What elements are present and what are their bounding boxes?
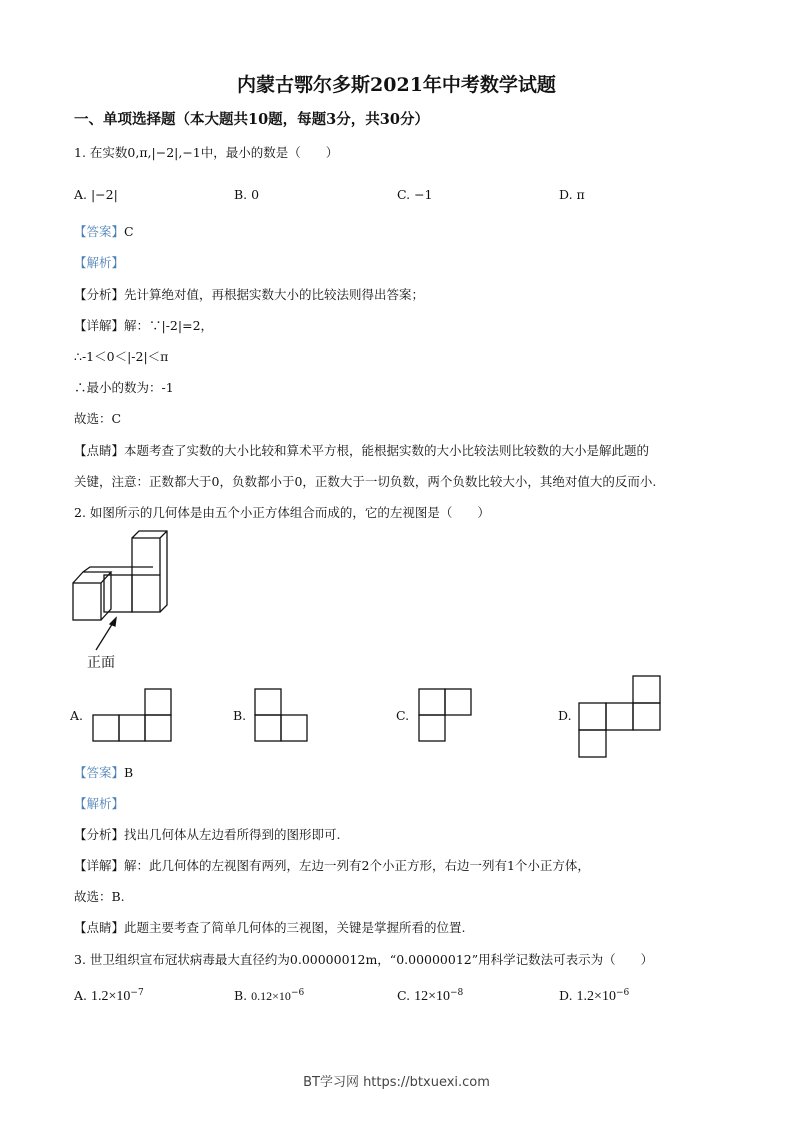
- q2-line: 【分析】找出几何体从左边看所得到的图形即可.: [74, 827, 341, 842]
- q2-option-c-label: C.: [396, 708, 410, 723]
- question-3-stem: 3. 世卫组织宣布冠状病毒最大直径约为0.00000012m，“0.00000012”用科学记数法可表示为（ ）: [74, 952, 654, 967]
- q1-option-a: A. |−2|: [74, 187, 118, 202]
- option-base: 12×10: [414, 989, 450, 1005]
- q2-option-d-label: D.: [558, 708, 572, 723]
- front-label: 正面: [87, 655, 115, 671]
- option-exponent: −6: [290, 988, 305, 998]
- q2-option-a-figure: [92, 687, 174, 743]
- q2-option-b-label: B.: [233, 708, 247, 723]
- page-title: 内蒙古鄂尔多斯2021年中考数学试题: [237, 74, 556, 96]
- option-label: A.: [74, 988, 88, 1004]
- option-label: B.: [234, 988, 248, 1004]
- option-base: 1.2×10: [576, 989, 616, 1005]
- q2-option-d-figure: [578, 674, 664, 758]
- q2-option-c-figure: [417, 687, 475, 743]
- q1-line: 【分析】先计算绝对值，再根据实数大小的比较法则得出答案；: [74, 287, 425, 302]
- q1-line: ∴-1＜0＜|-2|＜π: [74, 349, 169, 364]
- q2-line: 故选：B.: [74, 889, 125, 904]
- question-2-stem: 2. 如图所示的几何体是由五个小正方体组合而成的，它的左视图是（ ）: [74, 505, 490, 520]
- q1-line: 故选：C: [74, 411, 122, 426]
- option-base: 1.2×10: [91, 989, 131, 1005]
- answer-label: 【答案】: [74, 765, 125, 780]
- answer-value: C: [124, 224, 134, 239]
- q2-answer: [74, 764, 133, 782]
- q3-option-d: [559, 988, 629, 1005]
- q1-option-b: B. 0: [234, 187, 260, 202]
- q1-line: 【详解】解：∵|-2|=2，: [74, 318, 214, 333]
- q2-option-b-figure: [253, 687, 311, 743]
- q3-option-b: [234, 988, 304, 1004]
- q1-option-d: D. π: [559, 187, 585, 202]
- option-label: D.: [559, 988, 573, 1004]
- footer-watermark: BT学习网 https://btxuexi.com: [303, 1075, 490, 1090]
- q1-analysis-label: 【解析】: [74, 255, 125, 270]
- q1-option-c: C. −1: [397, 187, 433, 202]
- answer-label: 【答案】: [74, 224, 125, 239]
- q1-answer: [74, 223, 134, 241]
- q2-analysis-label: 【解析】: [74, 796, 125, 811]
- q3-option-c: [397, 988, 463, 1005]
- q2-line: 【点睛】此题主要考查了简单几何体的三视图，关键是掌握所看的位置.: [74, 920, 466, 935]
- q3-option-a: [74, 988, 144, 1005]
- q2-option-a-label: A.: [70, 708, 84, 723]
- question-1-stem: 1. 在实数0,π,|−2|,−1中，最小的数是（ ）: [74, 145, 339, 160]
- option-exponent: −7: [130, 988, 144, 998]
- option-base: 0.12×10: [251, 989, 291, 1004]
- q1-line: 【点睛】本题考查了实数的大小比较和算术平方根，能根据实数的大小比较法则比较数的大小是解此题的: [74, 443, 650, 458]
- option-label: C.: [397, 988, 411, 1004]
- cube-figure: [60, 520, 220, 660]
- q2-line: 【详解】解：此几何体的左视图有两列，左边一列有2个小正方形，右边一列有1个小正方体，: [74, 858, 590, 873]
- option-exponent: −8: [449, 988, 464, 998]
- section-heading: 一、单项选择题（本大题共10题，每题3分，共30分）: [74, 111, 429, 128]
- q1-line: ∴最小的数为：-1: [74, 380, 174, 395]
- q1-line: 关键，注意：正数都大于0，负数都小于0，正数大于一切负数，两个负数比较大小，其绝对值大的反而小.: [74, 474, 657, 489]
- option-exponent: −6: [615, 988, 630, 998]
- answer-value: B: [124, 765, 134, 780]
